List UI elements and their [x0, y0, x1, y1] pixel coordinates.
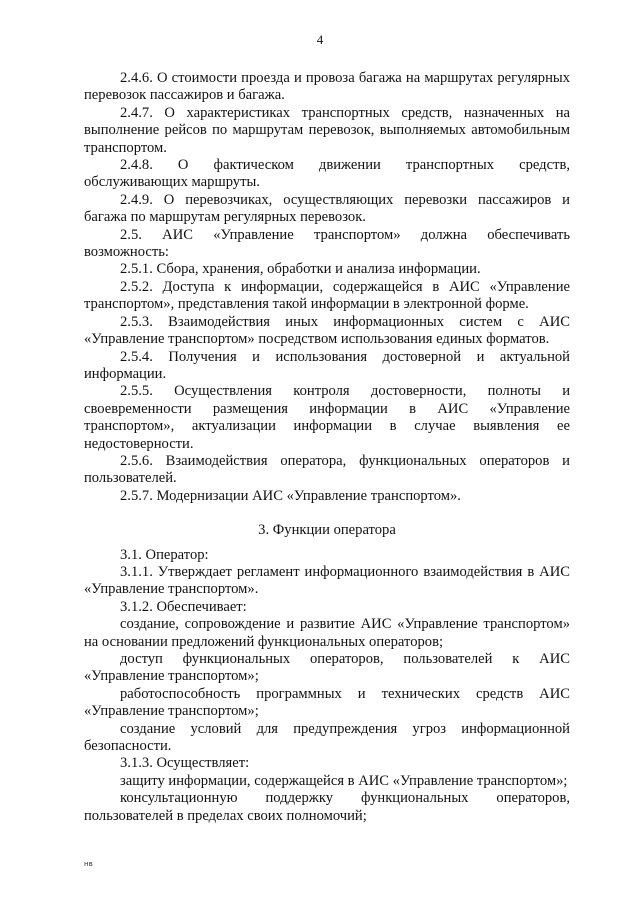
- paragraph-3-1: 3.1. Оператор:: [120, 546, 209, 563]
- paragraph-2-5-2: 2.5.2. Доступа к информации, содержащейся в АИС «Управление транспортом», представления такой информации в электронной форме.: [84, 278, 570, 313]
- paragraph-2-5-4: 2.5.4. Получения и использования достоверной и актуальной информации.: [84, 348, 570, 382]
- paragraph-3-1-1: 3.1.1. Утверждает регламент информационного взаимодействия в АИС «Управление транспортом».: [84, 563, 570, 598]
- paragraph-2-4-6: 2.4.6. О стоимости проезда и провоза багажа на маршрутах регулярных перевозок пассажиров и багажа.: [84, 70, 570, 104]
- list-item-access: доступ функциональных операторов, пользователей к АИС «Управление транспортом»;: [84, 651, 570, 685]
- paragraph-2-4-9: 2.4.9. О перевозчиках, осуществляющих перевозки пассажиров и багажа по маршрутам регулярных перевозок.: [84, 191, 570, 226]
- paragraph-3-1-2: 3.1.2. Обеспечивает:: [120, 598, 247, 615]
- section-heading: 3. Функции оператора: [258, 522, 396, 539]
- paragraph-2-5-6: 2.5.6. Взаимодействия оператора, функциональных операторов и пользователей.: [84, 452, 570, 487]
- document-body: [84, 70, 570, 825]
- page-number: 4: [316, 32, 324, 47]
- paragraph-2-5-1: 2.5.1. Сбора, хранения, обработки и анализа информации.: [120, 261, 481, 278]
- paragraph-2-5-7: 2.5.7. Модернизации АИС «Управление транспортом».: [120, 487, 461, 504]
- list-item-operability: работоспособность программных и технических средств АИС «Управление транспортом»;: [84, 685, 570, 720]
- paragraph-3-1-3: 3.1.3. Осуществляет:: [120, 755, 250, 772]
- footer-mark: нв: [84, 860, 93, 868]
- list-item-creation: создание, сопровождение и развитие АИС «Управление транспортом» на основании предложений функциональных операторов;: [84, 616, 570, 650]
- paragraph-2-5-5: 2.5.5. Осуществления контроля достоверности, полноты и своевременности размещения информации в АИС «Управление транспортом», актуализации информации в случае выявления ее недостоверности.: [84, 383, 570, 452]
- list-item-security: создание условий для предупреждения угроз информационной безопасности.: [84, 720, 570, 755]
- paragraph-2-4-7: 2.4.7. О характеристиках транспортных средств, назначенных на выполнение рейсов по маршрутам перевозок, выполняемых автомобильным транспортом.: [84, 104, 570, 156]
- list-item-consulting: консультационную поддержку функциональных операторов, пользователей в пределах своих полномочий;: [84, 790, 570, 824]
- paragraph-2-5-3: 2.5.3. Взаимодействия иных информационных систем с АИС «Управление транспортом» посредством использования единых форматов.: [84, 313, 570, 348]
- list-item-protection: защиту информации, содержащейся в АИС «Управление транспортом»;: [120, 772, 568, 789]
- paragraph-2-4-8: 2.4.8. О фактическом движении транспортных средств, обслуживающих маршруты.: [84, 157, 570, 191]
- paragraph-2-5: 2.5. АИС «Управление транспортом» должна обеспечивать возможность:: [84, 226, 570, 261]
